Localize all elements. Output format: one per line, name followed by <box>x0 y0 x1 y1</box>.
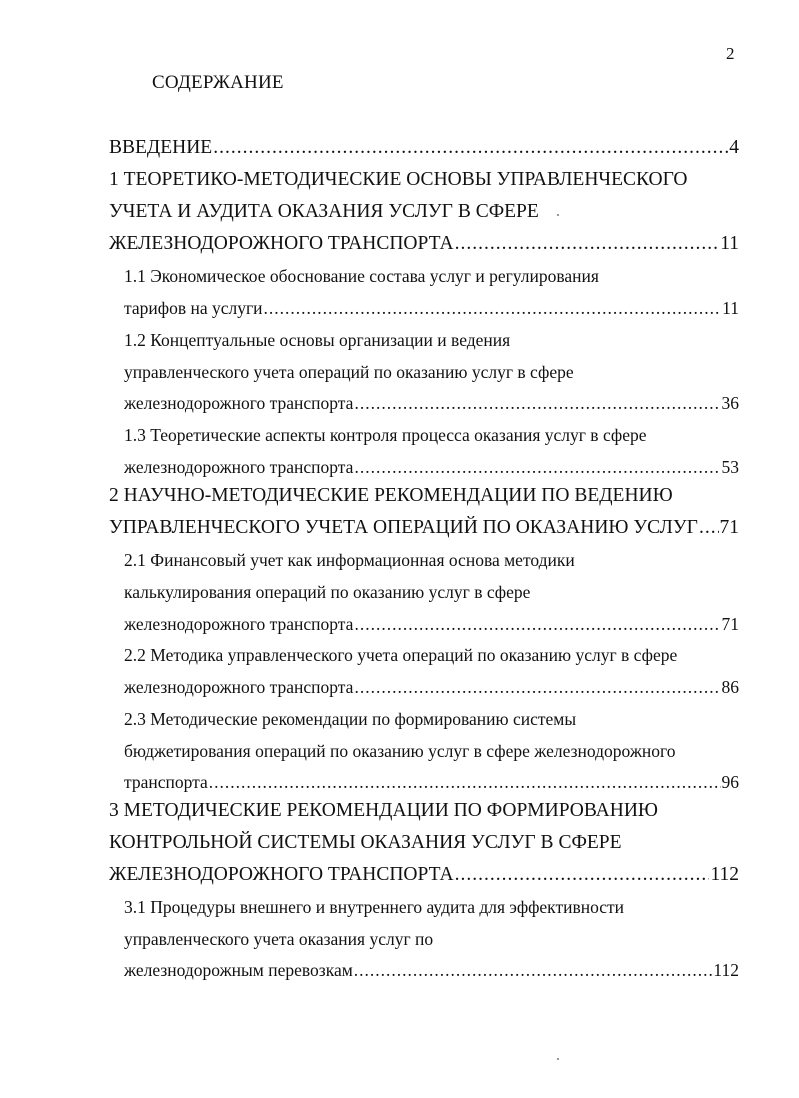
toc-entry-text: 1.3 Теоретические аспекты контроля процесса оказания услуг в сфере <box>124 425 647 445</box>
toc-entry-text: ЖЕЛЕЗНОДОРОЖНОГО ТРАНСПОРТА <box>109 233 454 254</box>
toc-chapter-3-line-3 <box>109 863 739 889</box>
dot-leader <box>455 232 720 256</box>
toc-section-2-2-line-2 <box>124 675 739 701</box>
dot-leader <box>213 136 728 160</box>
toc-chapter-3-line-1 <box>109 799 658 825</box>
toc-section-2-1-line-2 <box>124 580 530 606</box>
toc-page-number: 96 <box>721 772 739 792</box>
toc-section-3-1-line-1 <box>124 895 624 921</box>
toc-section-2-3-line-2 <box>124 739 676 765</box>
dot-leader <box>354 675 720 699</box>
scan-speck <box>557 1058 559 1060</box>
toc-chapter-3-line-2 <box>109 831 622 857</box>
toc-section-1-3-line-2 <box>124 455 739 481</box>
toc-entry-text: тарифов на услуги <box>124 298 263 318</box>
toc-entry-text: управленческого учета операций по оказанию услуг в сфере <box>124 362 574 382</box>
toc-page-number: 112 <box>710 864 739 885</box>
dot-leader <box>354 958 713 982</box>
toc-chapter-1-line-1 <box>109 168 688 194</box>
page-number: 2 <box>726 44 735 63</box>
toc-section-1-2-line-3 <box>124 391 739 417</box>
toc-entry-text: железнодорожного транспорта <box>124 393 354 413</box>
toc-section-2-3-line-3 <box>124 770 739 796</box>
toc-page-number: 53 <box>721 457 739 477</box>
toc-section-2-1-line-3 <box>124 612 739 638</box>
toc-chapter-1-line-3 <box>109 232 739 258</box>
toc-entry-text: 3.1 Процедуры внешнего и внутреннего аудита для эффективности <box>124 897 625 917</box>
toc-page-number: 112 <box>713 960 739 980</box>
toc-section-1-2-line-1 <box>124 328 510 354</box>
toc-entry-text: 2.2 Методика управленческого учета операций по оказанию услуг в сфере <box>124 645 678 665</box>
toc-page-number: 11 <box>722 298 739 318</box>
toc-entry-text: управленческого учета оказания услуг по <box>124 929 434 949</box>
toc-entry-text: железнодорожным перевозкам <box>124 960 353 980</box>
toc-entry-text: ЖЕЛЕЗНОДОРОЖНОГО ТРАНСПОРТА <box>109 864 454 885</box>
toc-entry-text: 2 НАУЧНО-МЕТОДИЧЕСКИЕ РЕКОМЕНДАЦИИ ПО ВЕДЕНИЮ <box>109 485 673 506</box>
toc-entry-text: 2.1 Финансовый учет как информационная основа методики <box>124 550 575 570</box>
toc-entry-text: железнодорожного транспорта <box>124 677 354 697</box>
toc-entry-text: УЧЕТА И АУДИТА ОКАЗАНИЯ УСЛУГ В СФЕРЕ <box>109 201 539 222</box>
toc-entry-text: транспорта <box>124 772 208 792</box>
scan-speck <box>557 214 559 216</box>
toc-entry-text: ВВЕДЕНИЕ <box>109 137 213 158</box>
toc-entry-text: 1.1 Экономическое обоснование состава услуг и регулирования <box>124 266 599 286</box>
toc-entry-text: КОНТРОЛЬНОЙ СИСТЕМЫ ОКАЗАНИЯ УСЛУГ В СФЕРЕ <box>109 832 622 853</box>
dot-leader <box>699 516 719 540</box>
dot-leader <box>354 612 720 636</box>
toc-entry-text: 3 МЕТОДИЧЕСКИЕ РЕКОМЕНДАЦИИ ПО ФОРМИРОВАНИЮ <box>109 800 658 821</box>
page-title: СОДЕРЖАНИЕ <box>152 72 284 93</box>
toc-section-2-3-line-1 <box>124 707 576 733</box>
dot-leader <box>354 455 720 479</box>
dot-leader <box>264 296 722 320</box>
toc-section-1-2-line-2 <box>124 360 574 386</box>
toc-entry-introduction <box>109 136 739 162</box>
toc-entry-text: УПРАВЛЕНЧЕСКОГО УЧЕТА ОПЕРАЦИЙ ПО ОКАЗАНИЮ УСЛУГ <box>109 517 698 538</box>
toc-entry-text: бюджетирования операций по оказанию услуг в сфере железнодорожного <box>124 741 676 761</box>
toc-entry-text: калькулирования операций по оказанию услуг в сфере <box>124 582 531 602</box>
toc-page-number: 4 <box>729 137 739 158</box>
dot-leader <box>354 391 720 415</box>
toc-section-1-3-line-1 <box>124 423 647 449</box>
dot-leader <box>455 863 710 887</box>
toc-chapter-1-line-2 <box>109 200 539 226</box>
toc-page-number: 86 <box>721 677 739 697</box>
toc-section-2-2-line-1 <box>124 643 677 669</box>
toc-page-number: 11 <box>720 233 739 254</box>
toc-entry-text: 2.3 Методические рекомендации по формированию системы <box>124 709 577 729</box>
toc-chapter-2-line-2 <box>109 516 739 542</box>
toc-entry-text: 1 ТЕОРЕТИКО-МЕТОДИЧЕСКИЕ ОСНОВЫ УПРАВЛЕНЧЕСКОГО <box>109 169 688 190</box>
toc-section-1-1-line-2 <box>124 296 739 322</box>
toc-page-number: 71 <box>721 614 739 634</box>
toc-page-number: 36 <box>721 393 739 413</box>
toc-page-number: 71 <box>719 517 739 538</box>
toc-chapter-2-line-1 <box>109 484 673 510</box>
toc-entry-text: железнодорожного транспорта <box>124 614 354 634</box>
toc-section-1-1-line-1 <box>124 264 599 290</box>
dot-leader <box>209 770 721 794</box>
toc-entry-text: железнодорожного транспорта <box>124 457 354 477</box>
toc-section-2-1-line-1 <box>124 548 575 574</box>
toc-section-3-1-line-3 <box>124 958 739 984</box>
toc-entry-text: 1.2 Концептуальные основы организации и ведения <box>124 330 511 350</box>
toc-section-3-1-line-2 <box>124 927 433 953</box>
